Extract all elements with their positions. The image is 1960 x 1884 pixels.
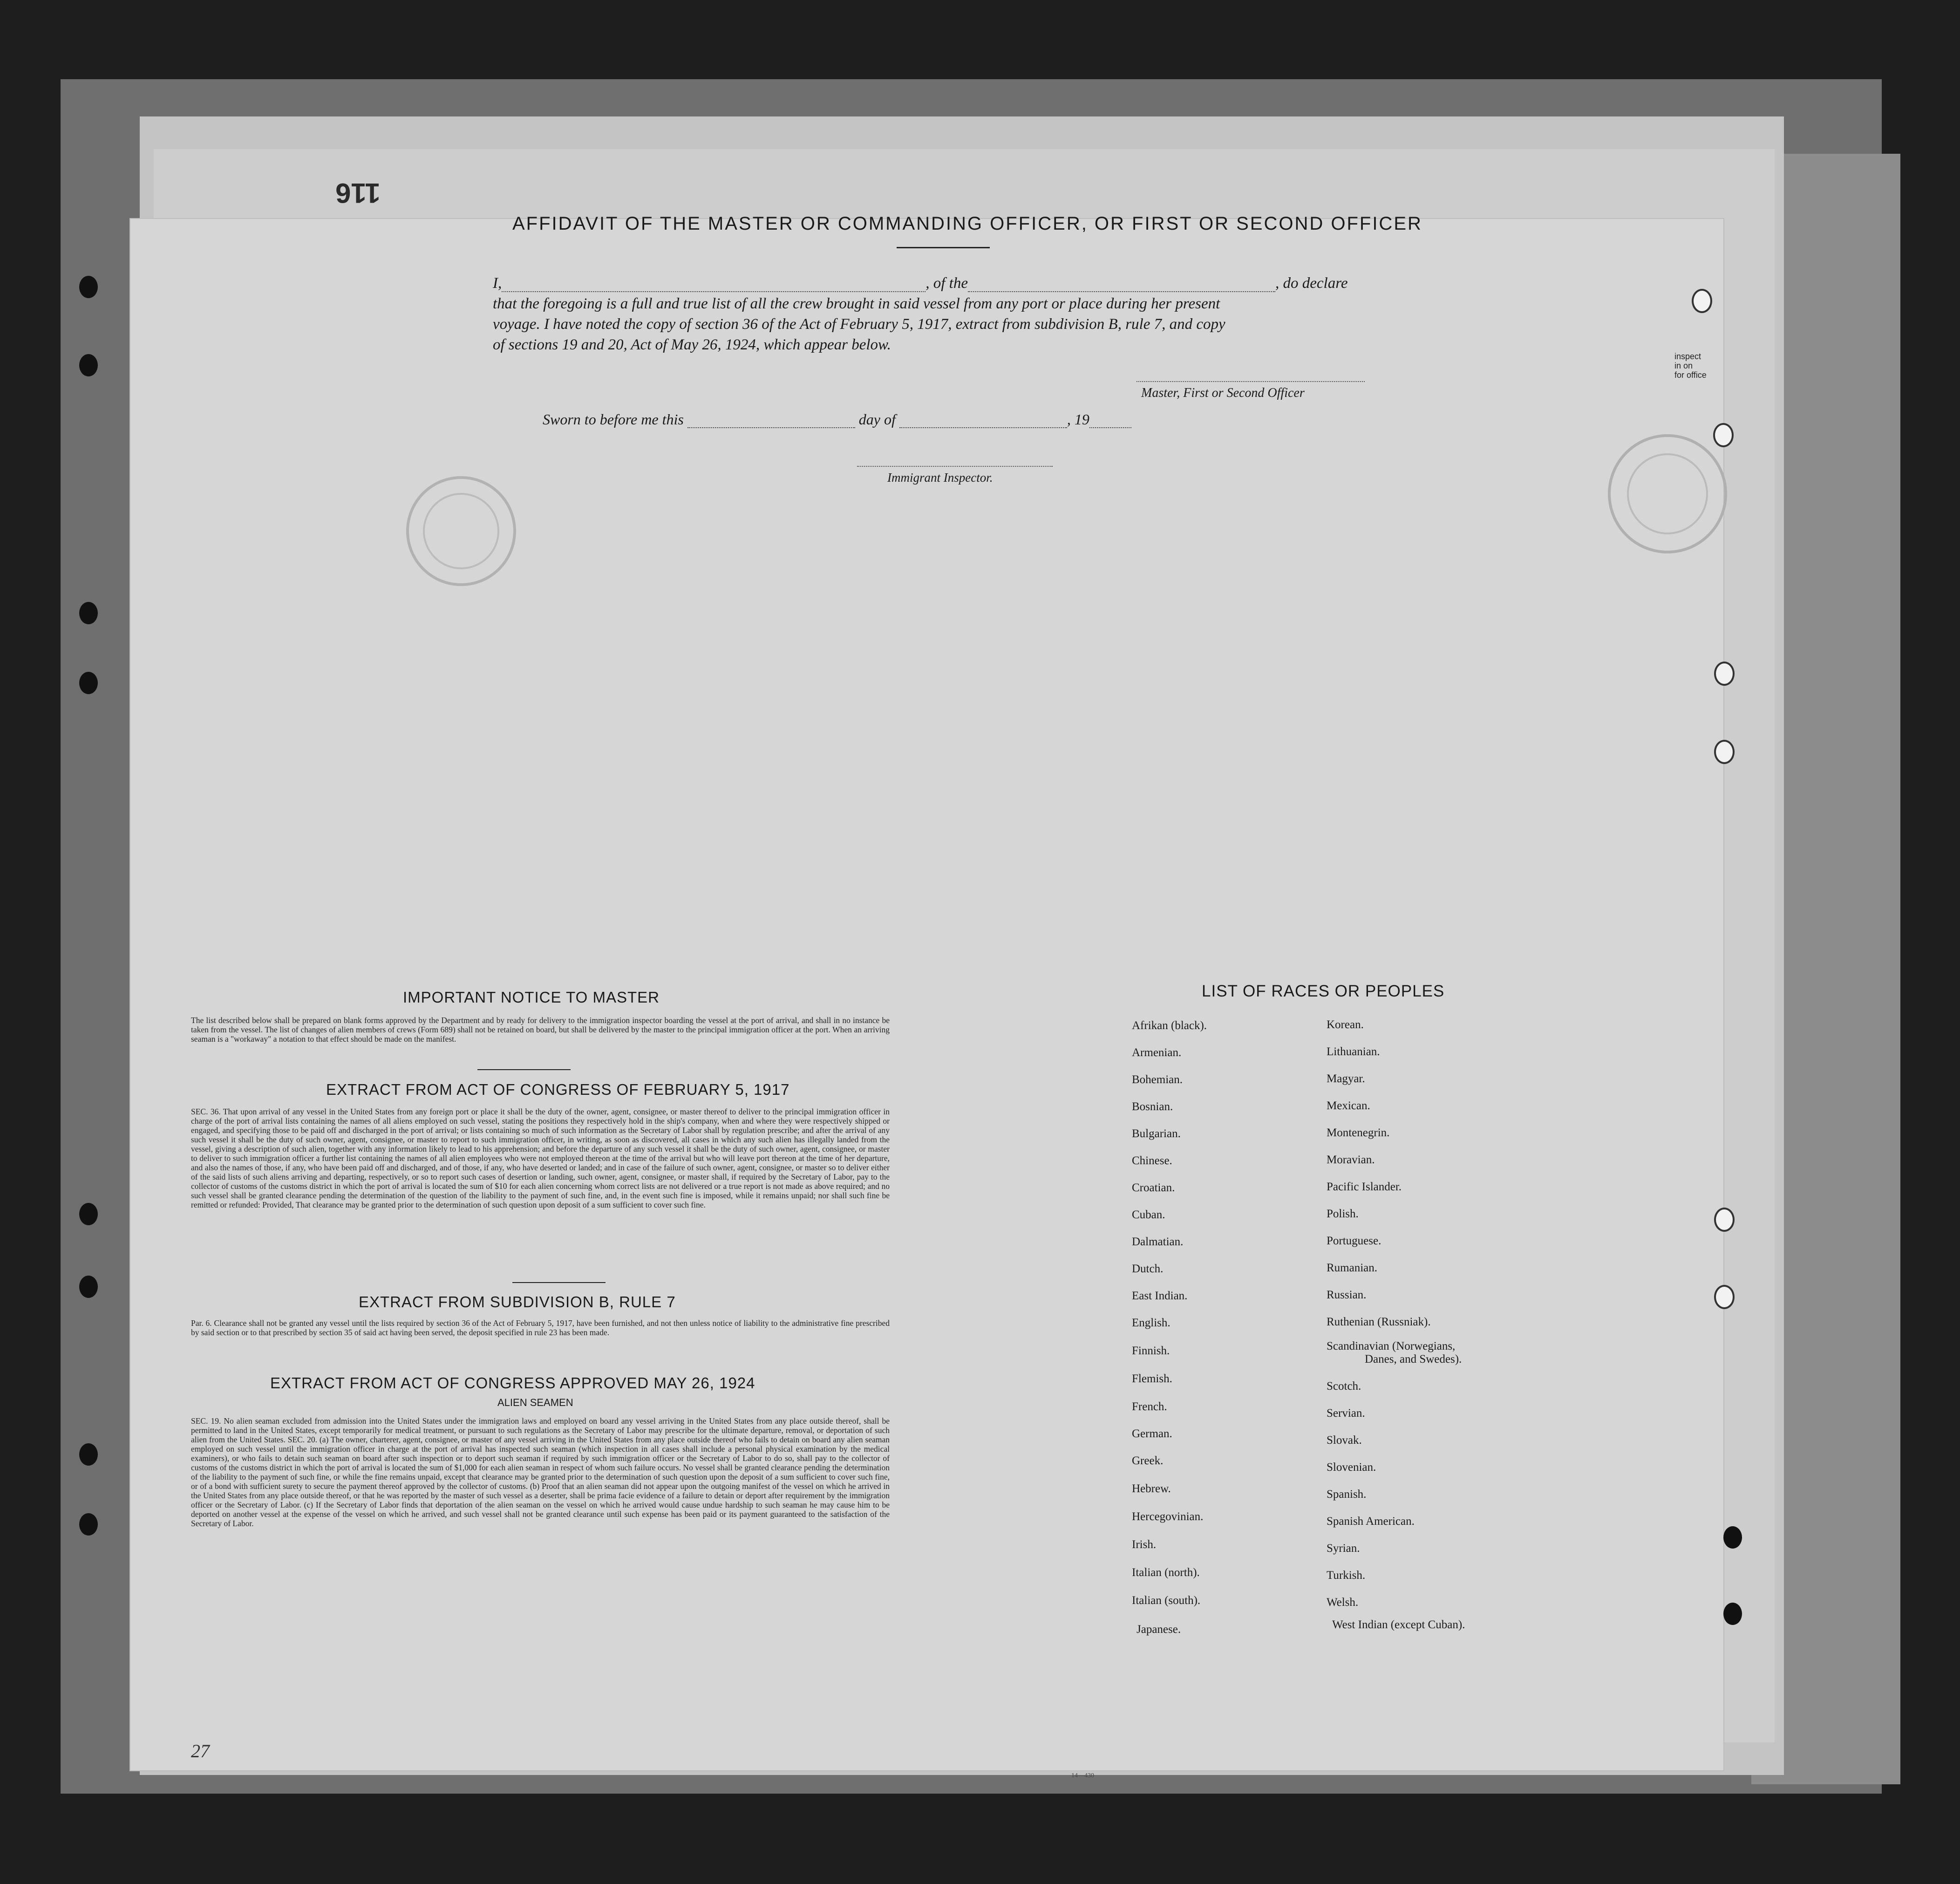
- vessel-blank[interactable]: [968, 291, 1275, 292]
- race-item: Korean.: [1327, 1018, 1364, 1031]
- notice-body: The list described below shall be prepared on blank forms approved by the Department and by ready for delivery to the immigration inspector boarding the vessel at the port of arrival, and shall in no instance be taken from the vessel. The list of changes of alien members of crews (Form 689) shall not be retained on board, but shall be delivered by the master to the principal immigration officer at the port. When an arriving seaman is a "workaway" a notation to that effect should be made on the manifest.: [191, 1016, 890, 1044]
- race-item: Croatian.: [1132, 1181, 1175, 1194]
- race-item: Scandinavian (Norwegians,: [1327, 1340, 1456, 1352]
- race-item: German.: [1132, 1427, 1172, 1440]
- extract-rule7-title: EXTRACT FROM SUBDIVISION B, RULE 7: [359, 1293, 676, 1311]
- race-item: Slovak.: [1327, 1434, 1362, 1447]
- race-item: West Indian (except Cuban).: [1332, 1618, 1465, 1631]
- race-item: English.: [1132, 1317, 1171, 1329]
- form-code: 14—430: [1071, 1772, 1094, 1779]
- race-item: Spanish American.: [1327, 1515, 1415, 1528]
- sworn-year-blank[interactable]: [1089, 427, 1131, 428]
- race-item: Moravian.: [1327, 1154, 1375, 1166]
- race-item: Irish.: [1132, 1538, 1157, 1551]
- binder-hole-icon: [79, 602, 98, 624]
- binder-hole-icon: [79, 1443, 98, 1466]
- declaration-line-2: that the foregoing is a full and true list of all the crew brought in said vessel from any port or place during her present: [493, 295, 1220, 312]
- race-item: Turkish.: [1327, 1569, 1366, 1582]
- race-item: Cuban.: [1132, 1208, 1165, 1221]
- faded-seal-icon: [1602, 429, 1733, 559]
- binder-hole-icon: [1714, 740, 1735, 764]
- binder-hole-icon: [1714, 662, 1735, 686]
- sworn-month-blank[interactable]: [899, 427, 1067, 428]
- notice-title: IMPORTANT NOTICE TO MASTER: [403, 989, 660, 1006]
- binder-hole-icon: [1723, 1526, 1742, 1549]
- race-item: Polish.: [1327, 1208, 1359, 1220]
- race-item: Dutch.: [1132, 1263, 1164, 1275]
- race-item: Servian.: [1327, 1407, 1365, 1420]
- race-item: Welsh.: [1327, 1596, 1359, 1609]
- binder-hole-icon: [79, 354, 98, 376]
- race-item: Scotch.: [1327, 1380, 1361, 1393]
- race-item: Rumanian.: [1327, 1262, 1378, 1274]
- inspector-signature-line[interactable]: [857, 466, 1053, 467]
- sworn-row: [543, 411, 1131, 428]
- title-divider: [897, 247, 990, 248]
- race-item: Finnish.: [1132, 1345, 1170, 1357]
- binder-hole-icon: [1692, 289, 1712, 313]
- race-item: Syrian.: [1327, 1542, 1360, 1555]
- faded-seal-icon: [401, 471, 522, 592]
- edge-stamp-line: inspect: [1674, 352, 1701, 361]
- handwritten-margin-mark: 27: [191, 1741, 210, 1761]
- extract-1924-title: EXTRACT FROM ACT OF CONGRESS APPROVED MAY 26, 1924: [270, 1374, 755, 1392]
- divider: [512, 1282, 606, 1283]
- race-item-continued: Danes, and Swedes).: [1365, 1353, 1462, 1365]
- race-item: Ruthenian (Russniak).: [1327, 1316, 1431, 1328]
- signature-line[interactable]: [1137, 381, 1365, 382]
- declaration-line-4: of sections 19 and 20, Act of May 26, 1924, which appear below.: [493, 336, 891, 353]
- race-item: Italian (south).: [1132, 1594, 1201, 1607]
- race-item: Pacific Islander.: [1327, 1181, 1402, 1193]
- race-item: Bosnian.: [1132, 1100, 1173, 1113]
- inspector-label: Immigrant Inspector.: [887, 471, 993, 485]
- race-item: Armenian.: [1132, 1046, 1182, 1059]
- extract-rule7-body: Par. 6. Clearance shall not be granted any vessel until the lists required by section 36 of the Act of February 5, 1917, have been furnished, and not then unless notice of liability to the administrative fine prescribed by said section or to that prescribed by section 35 of said act having been served, the deposit specified in rule 23 has been made.: [191, 1318, 890, 1337]
- extract-1924-subtitle: ALIEN SEAMEN: [497, 1397, 573, 1408]
- race-item: Dalmatian.: [1132, 1236, 1184, 1248]
- sworn-year-label: , 19: [1067, 411, 1089, 428]
- race-item: Japanese.: [1137, 1623, 1181, 1636]
- race-item: Bohemian.: [1132, 1073, 1183, 1086]
- form-page: [130, 219, 1723, 1770]
- declaration-i: I,: [493, 275, 502, 292]
- binder-hole-icon: [1723, 1603, 1742, 1625]
- declaration-declare: , do declare: [1275, 275, 1348, 292]
- edge-stamp-line: in on: [1674, 361, 1693, 370]
- race-item: Hercegovinian.: [1132, 1510, 1204, 1523]
- sworn-day-blank[interactable]: [687, 427, 855, 428]
- sworn-day-label: day of: [858, 411, 896, 428]
- race-item: East Indian.: [1132, 1290, 1188, 1302]
- race-item: Russian.: [1327, 1289, 1367, 1301]
- race-item: Mexican.: [1327, 1099, 1370, 1112]
- declaration-line-1: [493, 275, 1348, 292]
- binder-hole-icon: [79, 1276, 98, 1298]
- extract-1924-body: SEC. 19. No alien seaman excluded from admission into the United States under the immigration laws and employed on board any vessel arriving in the United States from any place outside thereof, shall be permitted to land in the United States, except temporarily for medical treatment, or pursuant to such regulations as the Secretary of Labor may prescribe for the ultimate departure, removal, or deportation of such alien from the United States. SEC. 20. (a) The owner, charterer, agent, consignee, or master of any vessel arriving in the United States from any place outside thereof who fails to detain on board any alien seaman employed on such vessel until the immigration officer in charge at the port of arrival has inspected such seaman (which inspection in all cases shall include a personal physical examination by the medical examiners), or who fails to detain such seaman on board after such inspection or to deport such seaman if required by such immigration officer or the Secretary of Labor to do so, shall pay to the collector of customs of the customs district in which the port of arrival is located the sum of $1,000 for each alien seaman in respect of whom such failure occurs. No vessel shall be granted clearance pending the determination of the liability to the payment of such fine, or while the fine remains unpaid, except that clearance may be granted prior to the determination of such question upon the deposit of a sum sufficient to cover such fine, or of a bond with sufficient surety to secure the payment thereof approved by the collector of customs. (b) Proof that an alien seaman did not appear upon the outgoing manifest of the vessel on which he arrived in the United States from any place outside thereof, or that he was reported by the master of such vessel as a deserter, shall be prima facie evidence of a failure to detain or deport after requirement by the immigration officer or the Secretary of Labor. (c) If the Secretary of Labor finds that deportation of the alien seaman on the vessel on which he arrived would cause undue hardship to such seaman he may cause him to be deported on another vessel at the expense of the vessel on which he arrived, and such vessel shall not be granted clearance until such expense has been paid or its payment guaranteed to the satisfaction of the Secretary of Labor.: [191, 1416, 890, 1528]
- binder-hole-icon: [79, 672, 98, 694]
- race-item: Montenegrin.: [1327, 1126, 1390, 1139]
- declaration-of: , of the: [926, 275, 968, 292]
- edge-stamp: [1674, 352, 1707, 380]
- race-item: Flemish.: [1132, 1372, 1172, 1385]
- race-item: Greek.: [1132, 1454, 1164, 1467]
- race-item: Italian (north).: [1132, 1566, 1200, 1579]
- race-item: Afrikan (black).: [1132, 1019, 1207, 1032]
- edge-stamp-line: for office: [1674, 370, 1707, 380]
- divider: [477, 1069, 571, 1070]
- extract-1917-title: EXTRACT FROM ACT OF CONGRESS OF FEBRUARY 5, 1917: [326, 1081, 790, 1098]
- race-item: Lithuanian.: [1327, 1045, 1380, 1058]
- race-item: Portuguese.: [1327, 1235, 1382, 1247]
- handwritten-page-number: 116: [335, 177, 381, 209]
- binder-hole-icon: [1714, 1208, 1735, 1232]
- race-item: Chinese.: [1132, 1154, 1172, 1167]
- binder-hole-icon: [1714, 1285, 1735, 1309]
- race-item: Magyar.: [1327, 1072, 1365, 1085]
- binder-hole-icon: [79, 1203, 98, 1225]
- race-item: Slovenian.: [1327, 1461, 1376, 1474]
- declaration-line-3: voyage. I have noted the copy of section 36 of the Act of February 5, 1917, extract from subdivision B, rule 7, and copy: [493, 316, 1225, 333]
- race-item: Spanish.: [1327, 1488, 1367, 1501]
- binder-hole-icon: [79, 1513, 98, 1536]
- sworn-prefix: Sworn to before me this: [543, 411, 684, 428]
- race-item: French.: [1132, 1400, 1167, 1413]
- name-blank[interactable]: [502, 291, 926, 292]
- race-item: Hebrew.: [1132, 1482, 1171, 1495]
- races-title: LIST OF RACES OR PEOPLES: [1202, 982, 1445, 1000]
- extract-1917-body: SEC. 36. That upon arrival of any vessel in the United States from any foreign port or place it shall be the duty of the owner, agent, consignee, or master thereof to deliver to the principal immigration officer in charge of the port of arrival lists containing the names of all aliens employed on such vessel, stating the positions they respectively hold in the ship's company, when and where they were respectively shipped or engaged, and specifying those to be paid off and discharged in the port of arrival; or lists containing so much of such information as the Secretary of Labor shall by regulation prescribe; and after the arrival of any such vessel it shall be the duty of such owner, agent, consignee, or master to report to such immigration officer, in writing, as soon as discovered, all cases in which any such alien has illegally landed from the vessel, giving a description of such alien, together with any information likely to lead to his apprehension; and before the departure of any such vessel it shall be the duty of such owner, agent, consignee, or master to deliver to such immigration officer a further list containing the names of all alien employees who were not employed thereon at the time of the arrival but who will leave port thereon at the time of her departure, and also the names of those, if any, who have been paid off and discharged, and of those, if any, who have deserted or landed; and in case of the failure of such owner, agent, consignee, or master so to deliver either of the said lists of such aliens arriving and departing, respectively, or so to report such cases of desertion or landing, such owner, agent, consignee, or master shall, if required by the Secretary of Labor, pay to the collector of customs of the customs district in which the port of arrival is located the sum of $10 for each alien concerning whom correct lists are not delivered or a true report is not made as above required; and no such vessel shall be granted clearance pending the determination of the question of the liability to the payment of such fine, and, in the event such fine is imposed, while it remains unpaid; nor shall such fine be remitted or refunded: Provided, That clearance may be granted prior to the determination of such question upon deposit of a sum sufficient to cover such fine.: [191, 1107, 890, 1209]
- binder-hole-icon: [79, 276, 98, 298]
- race-item: Bulgarian.: [1132, 1127, 1181, 1140]
- affidavit-title: AFFIDAVIT OF THE MASTER OR COMMANDING OFFICER, OR FIRST OR SECOND OFFICER: [512, 213, 1422, 234]
- officer-label: Master, First or Second Officer: [1141, 386, 1305, 400]
